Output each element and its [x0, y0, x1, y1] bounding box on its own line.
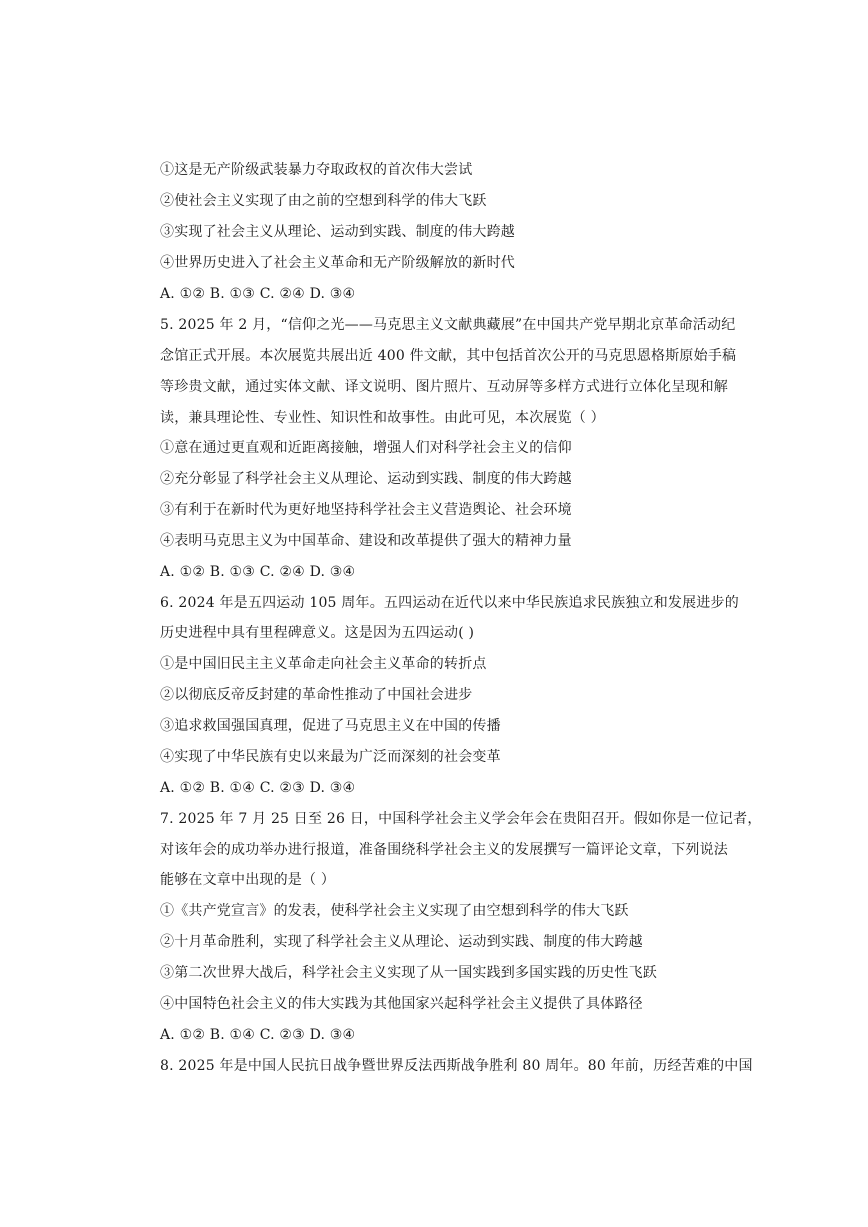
q6-option-4: ④实现了中华民族有史以来最为广泛而深刻的社会变革 [160, 749, 501, 765]
q7-option-3: ③第二次世界大战后，科学社会主义实现了从一国实践到多国实践的历史性飞跃 [160, 965, 657, 981]
q7-stem-line-3: 能够在文章中出现的是（ ） [160, 872, 336, 888]
q4-option-2: ②使社会主义实现了由之前的空想到科学的伟大飞跃 [160, 193, 487, 209]
q5-option-1: ①意在通过更直观和近距离接触，增强人们对科学社会主义的信仰 [160, 440, 572, 456]
q7-option-2: ②十月革命胜利，实现了科学社会主义从理论、运动到实践、制度的伟大跨越 [160, 934, 643, 950]
q4-answer-choices: A. ①② B. ①③ C. ②④ D. ③④ [160, 286, 356, 302]
q4-option-4: ④世界历史进入了社会主义革命和无产阶级解放的新时代 [160, 255, 515, 271]
q8-stem-line-1: 8. 2025 年是中国人民抗日战争暨世界反法西斯战争胜利 80 周年。80 年前，历经苦难的中国 [160, 1058, 753, 1074]
q7-option-1: ①《共产党宣言》的发表，使科学社会主义实现了由空想到科学的伟大飞跃 [160, 903, 629, 919]
q4-option-3: ③实现了社会主义从理论、运动到实践、制度的伟大跨越 [160, 224, 515, 240]
q5-stem-line-4: 读，兼具理论性、专业性、知识性和故事性。由此可见，本次展览（ ） [160, 410, 605, 426]
q5-option-4: ④表明马克思主义为中国革命、建设和改革提供了强大的精神力量 [160, 533, 572, 549]
q7-option-4: ④中国特色社会主义的伟大实践为其他国家兴起科学社会主义提供了具体路径 [160, 996, 643, 1012]
q7-stem-line-2: 对该年会的成功举办进行报道，准备围绕科学社会主义的发展撰写一篇评论文章，下列说法 [160, 842, 728, 858]
q5-stem-line-3: 等珍贵文献，通过实体文献、译文说明、图片照片、互动屏等多样方式进行立体化呈现和解 [160, 379, 728, 395]
q5-stem-line-1: 5. 2025 年 2 月，“信仰之光——马克思主义文献典藏展”在中国共产党早期北京革命活动纪 [160, 317, 736, 333]
q6-stem-line-2: 历史进程中具有里程碑意义。这是因为五四运动( ) [160, 625, 475, 641]
q5-stem-line-2: 念馆正式开展。本次展览共展出近 400 件文献，其中包括首次公开的马克思恩格斯原始手稿 [160, 348, 737, 364]
q4-option-1: ①这是无产阶级武装暴力夺取政权的首次伟大尝试 [160, 162, 473, 178]
q5-answer-choices: A. ①② B. ①③ C. ②④ D. ③④ [160, 564, 356, 580]
q7-answer-choices: A. ①② B. ①④ C. ②③ D. ③④ [160, 1027, 356, 1043]
q5-option-3: ③有利于在新时代为更好地坚持科学社会主义营造舆论、社会环境 [160, 502, 572, 518]
q6-option-2: ②以彻底反帝反封建的革命性推动了中国社会进步 [160, 687, 473, 703]
q5-option-2: ②充分彰显了科学社会主义从理论、运动到实践、制度的伟大跨越 [160, 471, 572, 487]
q7-stem-line-1: 7. 2025 年 7 月 25 日至 26 日，中国科学社会主义学会年会在贵阳召开。假如你是一位记者， [160, 811, 762, 827]
q6-option-1: ①是中国旧民主主义革命走向社会主义革命的转折点 [160, 656, 487, 672]
q6-option-3: ③追求救国强国真理，促进了马克思主义在中国的传播 [160, 718, 501, 734]
q6-answer-choices: A. ①② B. ①④ C. ②③ D. ③④ [160, 780, 356, 796]
q6-stem-line-1: 6. 2024 年是五四运动 105 周年。五四运动在近代以来中华民族追求民族独立和发展进步的 [160, 595, 739, 611]
